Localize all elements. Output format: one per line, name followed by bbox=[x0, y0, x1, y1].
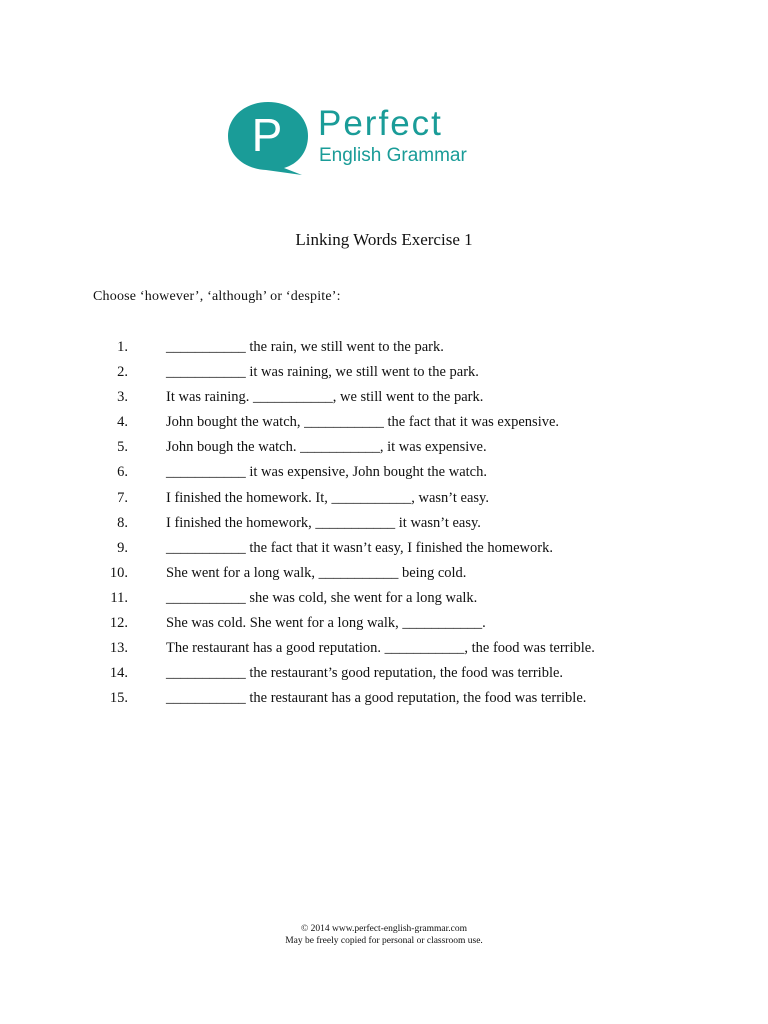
exercise-number: 15. bbox=[109, 690, 128, 707]
exercise-sentence: ___________ the restaurant’s good reputation, the food was terrible. bbox=[166, 665, 564, 682]
exercise-item bbox=[0, 538, 768, 563]
exercise-number: 8. bbox=[117, 514, 128, 531]
exercise-item bbox=[0, 362, 768, 387]
exercise-sentence: ___________ the rain, we still went to the park. bbox=[166, 339, 444, 355]
footer bbox=[0, 923, 768, 947]
exercise-sentence: I finished the homework, ___________ it wasn’t easy. bbox=[166, 514, 481, 531]
exercise-number: 7. bbox=[117, 489, 128, 506]
exercise-sentence: She was cold. She went for a long walk, ___________. bbox=[166, 615, 486, 632]
footer-copyright: © 2014 www.perfect-english-grammar.com bbox=[301, 924, 467, 934]
footer-license: May be freely copied for personal or classroom use. bbox=[285, 936, 483, 946]
exercise-number: 14. bbox=[109, 665, 128, 682]
exercise-sentence: The restaurant has a good reputation. ___________, the food was terrible. bbox=[166, 640, 595, 657]
exercise-sentence: ___________ the restaurant has a good reputation, the food was terrible. bbox=[166, 690, 587, 707]
exercise-sentence: It was raining. ___________, we still went to the park. bbox=[166, 389, 484, 406]
exercise-item bbox=[0, 688, 768, 713]
exercise-sentence: She went for a long walk, ___________ being cold. bbox=[166, 564, 467, 581]
exercise-item bbox=[0, 663, 768, 688]
exercise-number: 10. bbox=[109, 564, 128, 581]
exercise-item bbox=[0, 613, 768, 638]
exercise-number: 9. bbox=[117, 539, 128, 556]
exercise-number: 6. bbox=[117, 464, 128, 481]
exercise-item bbox=[0, 588, 768, 613]
logo-word-english-grammar: English Grammar bbox=[319, 145, 467, 166]
exercise-item bbox=[0, 488, 768, 513]
exercise-number: 2. bbox=[117, 364, 128, 381]
exercise-sentence: John bough the watch. ___________, it was expensive. bbox=[166, 439, 487, 456]
exercise-sentence: ___________ she was cold, she went for a long walk. bbox=[166, 589, 478, 606]
exercise-number: 1. bbox=[117, 339, 128, 355]
exercise-sentence: John bought the watch, ___________ the fact that it was expensive. bbox=[166, 414, 560, 431]
exercise-number: 3. bbox=[117, 389, 128, 406]
exercise-sentence: ___________ it was raining, we still went to the park. bbox=[166, 364, 479, 381]
exercise-number: 4. bbox=[117, 414, 128, 431]
exercise-list bbox=[0, 337, 768, 713]
exercise-item bbox=[0, 437, 768, 462]
exercise-number: 12. bbox=[109, 615, 128, 632]
exercise-item bbox=[0, 337, 768, 362]
exercise-sentence: ___________ it was expensive, John bought the watch. bbox=[166, 464, 487, 481]
instruction: Choose ‘however’, ‘although’ or ‘despite’: bbox=[93, 289, 341, 304]
speech-bubble-icon bbox=[226, 100, 310, 176]
logo-letter: P bbox=[251, 109, 283, 161]
exercise-number: 11. bbox=[110, 589, 128, 606]
exercise-item bbox=[0, 638, 768, 663]
exercise-item bbox=[0, 387, 768, 412]
exercise-number: 13. bbox=[109, 640, 128, 657]
logo-word-perfect: Perfect bbox=[318, 104, 443, 143]
exercise-item bbox=[0, 563, 768, 588]
exercise-item bbox=[0, 462, 768, 487]
exercise-sentence: I finished the homework. It, ___________, wasn’t easy. bbox=[166, 489, 489, 506]
exercise-number: 5. bbox=[117, 439, 128, 456]
exercise-sentence: ___________ the fact that it wasn’t easy, I finished the homework. bbox=[166, 539, 553, 556]
exercise-item bbox=[0, 513, 768, 538]
page-title: Linking Words Exercise 1 bbox=[295, 230, 473, 249]
brand-logo bbox=[226, 100, 516, 180]
exercise-item bbox=[0, 412, 768, 437]
